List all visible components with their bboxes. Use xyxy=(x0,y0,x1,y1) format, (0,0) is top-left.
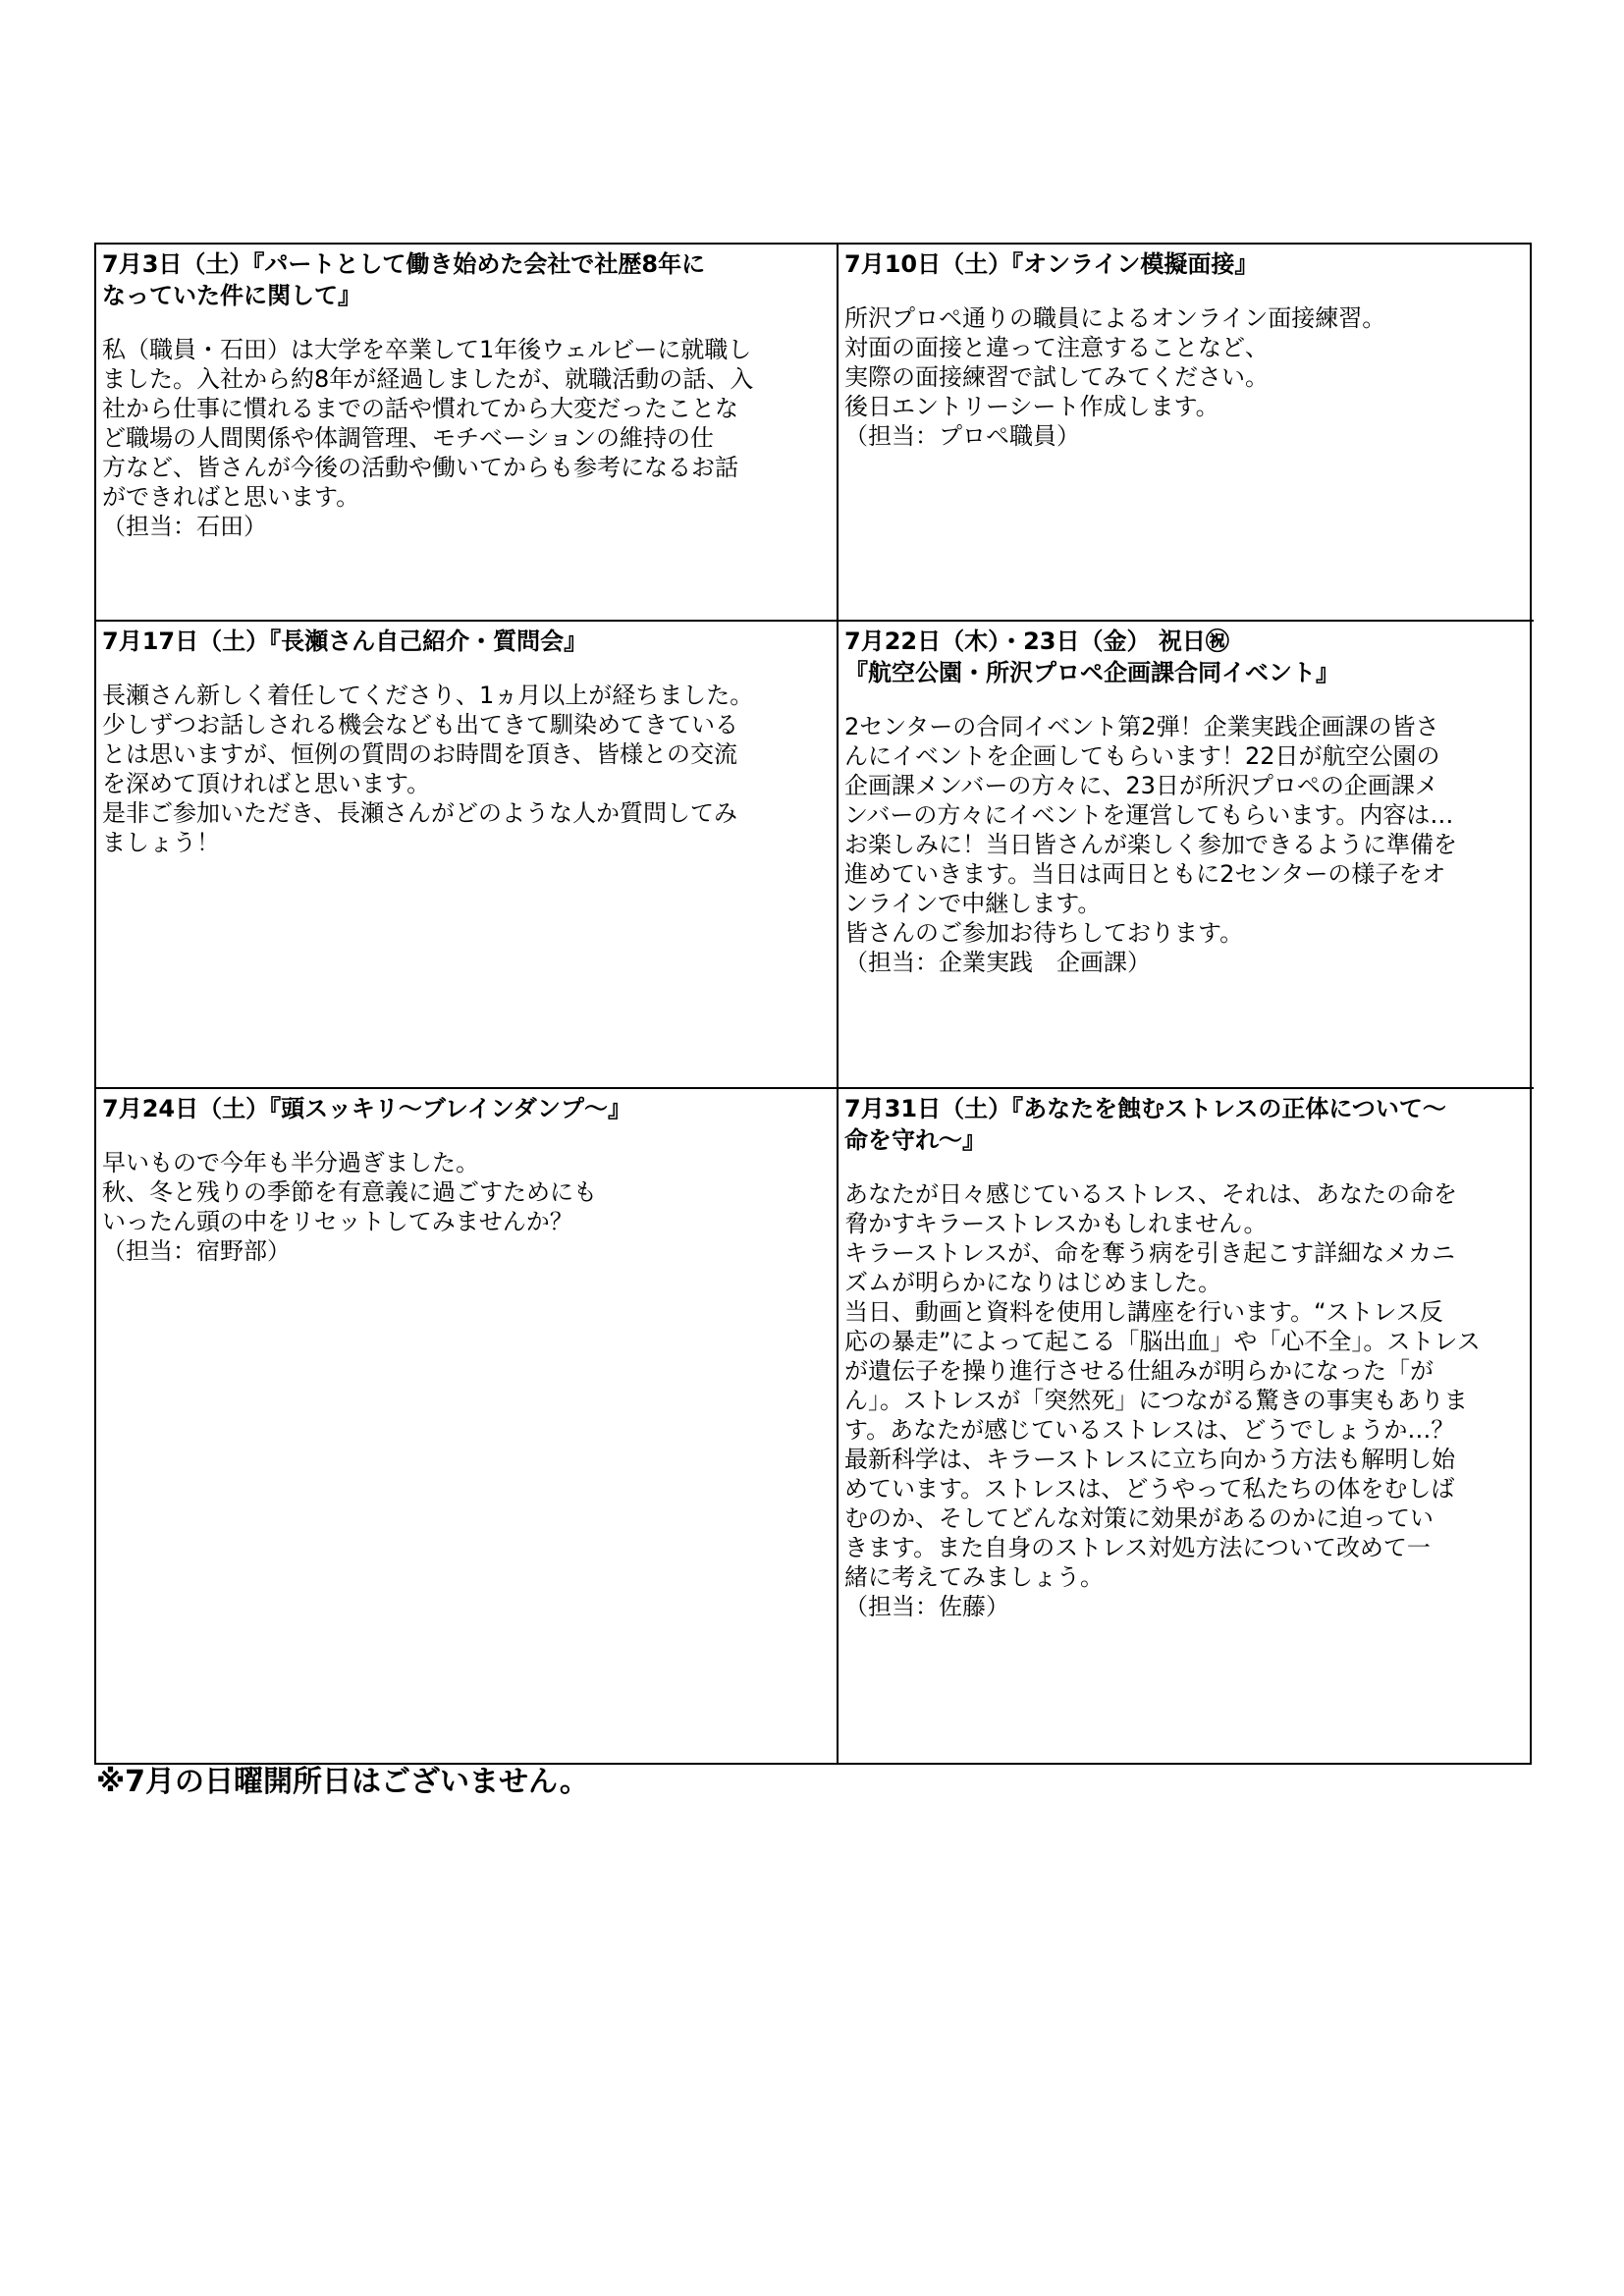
event-cell-jul-22-23 xyxy=(839,622,1534,1089)
event-title: 7月22日（木）・23日（金） 祝日㊗ 『航空公園・所沢プロペ企画課合同イベント』 xyxy=(844,628,1339,686)
event-description: 2センターの合同イベント第2弾！企業実践企画課の皆さ んにイベントを企画してもらいます！22日が航空公園の 企画課メンバーの方々に、23日が所沢プロペの企画課メ ンバーの方々にイベントを運営してもらいます。内容は… お楽しみに！当日皆さんが楽しく参加できるように準備を 進めていきます。当日は両日ともに2センターの様子をオ ンラインで中継します。 皆さんのご参加お待ちしております。 （担当：企業実践 企画課） xyxy=(844,713,1457,976)
event-cell-jul-24 xyxy=(96,1089,839,1763)
event-cell-jul-3 xyxy=(96,245,839,622)
event-title: 7月3日（土）『パートとして働き始めた会社で社歴8年に なっていた件に関して』 xyxy=(102,250,706,309)
event-description: 所沢プロペ通りの職員によるオンライン面接練習。 対面の面接と違って注意することなど、 実際の面接練習で試してみてください。 後日エントリーシート作成します。 （担当：プロペ職員） xyxy=(844,304,1386,450)
event-title: 7月10日（土）『オンライン模擬面接』 xyxy=(844,250,1259,278)
event-title: 7月17日（土）『長瀬さん自己紹介・質問会』 xyxy=(102,628,588,655)
event-cell-jul-31 xyxy=(839,1089,1534,1763)
event-cell-jul-10 xyxy=(839,245,1534,622)
event-schedule-table xyxy=(94,243,1532,1765)
event-description: 私（職員・石田）は大学を卒業して1年後ウェルビーに就職し ました。入社から約8年が経過しましたが、就職活動の話、入 社から仕事に慣れるまでの話や慣れてから大変だったことな ど職場の人間関係や体調管理、モチベーションの維持の仕 方など、皆さんが今後の活動や働いてからも参考になるお話 ができればと思います。 （担当：石田） xyxy=(102,336,754,540)
event-description: 早いもので今年も半分過ぎました。 秋、冬と残りの季節を有意義に過ごすためにも いったん頭の中をリセットしてみませんか？ （担当：宿野部） xyxy=(102,1149,597,1265)
sunday-closure-note: ※7月の日曜開所日はございません。 xyxy=(96,1765,589,1799)
event-title: 7月24日（土）『頭スッキリ〜ブレインダンプ〜』 xyxy=(102,1095,631,1122)
event-title: 7月31日（土）『あなたを蝕むストレスの正体について〜 命を守れ〜』 xyxy=(844,1095,1446,1154)
event-cell-jul-17 xyxy=(96,622,839,1089)
event-description: 長瀬さん新しく着任してくださり、1ヵ月以上が経ちました。 少しずつお話しされる機会なども出てきて馴染めてきている とは思いますが、恒例の質問のお時間を頂き、皆様との交流 を深めて頂ければと思います。 是非ご参加いただき、長瀬さんがどのような人か質問してみ ましょう！ xyxy=(102,682,754,856)
event-description: あなたが日々感じているストレス、それは、あなたの命を 脅かすキラーストレスかもしれません。 キラーストレスが、命を奪う病を引き起こす詳細なメカニ ズムが明らかになりはじめました。 当日、動画と資料を使用し講座を行います。“ストレス反 応の暴走”によって起こる「脳出血」や「心不全」。ストレス が遺伝子を操り進行させる仕組みが明らかになった「が ん」。ストレスが「突然死」につながる驚きの事実もありま す。あなたが感じているストレスは、どうでしょうか…？ 最新科学は、キラーストレスに立ち向かう方法も解明し始 めています。ストレスは、どうやって私たちの体をむしば むのか、そしてどんな対策に効果があるのかに迫ってい きます。また自身のストレス対処方法について改めて一 緒に考えてみましょう。 （担当：佐藤） xyxy=(844,1180,1481,1620)
